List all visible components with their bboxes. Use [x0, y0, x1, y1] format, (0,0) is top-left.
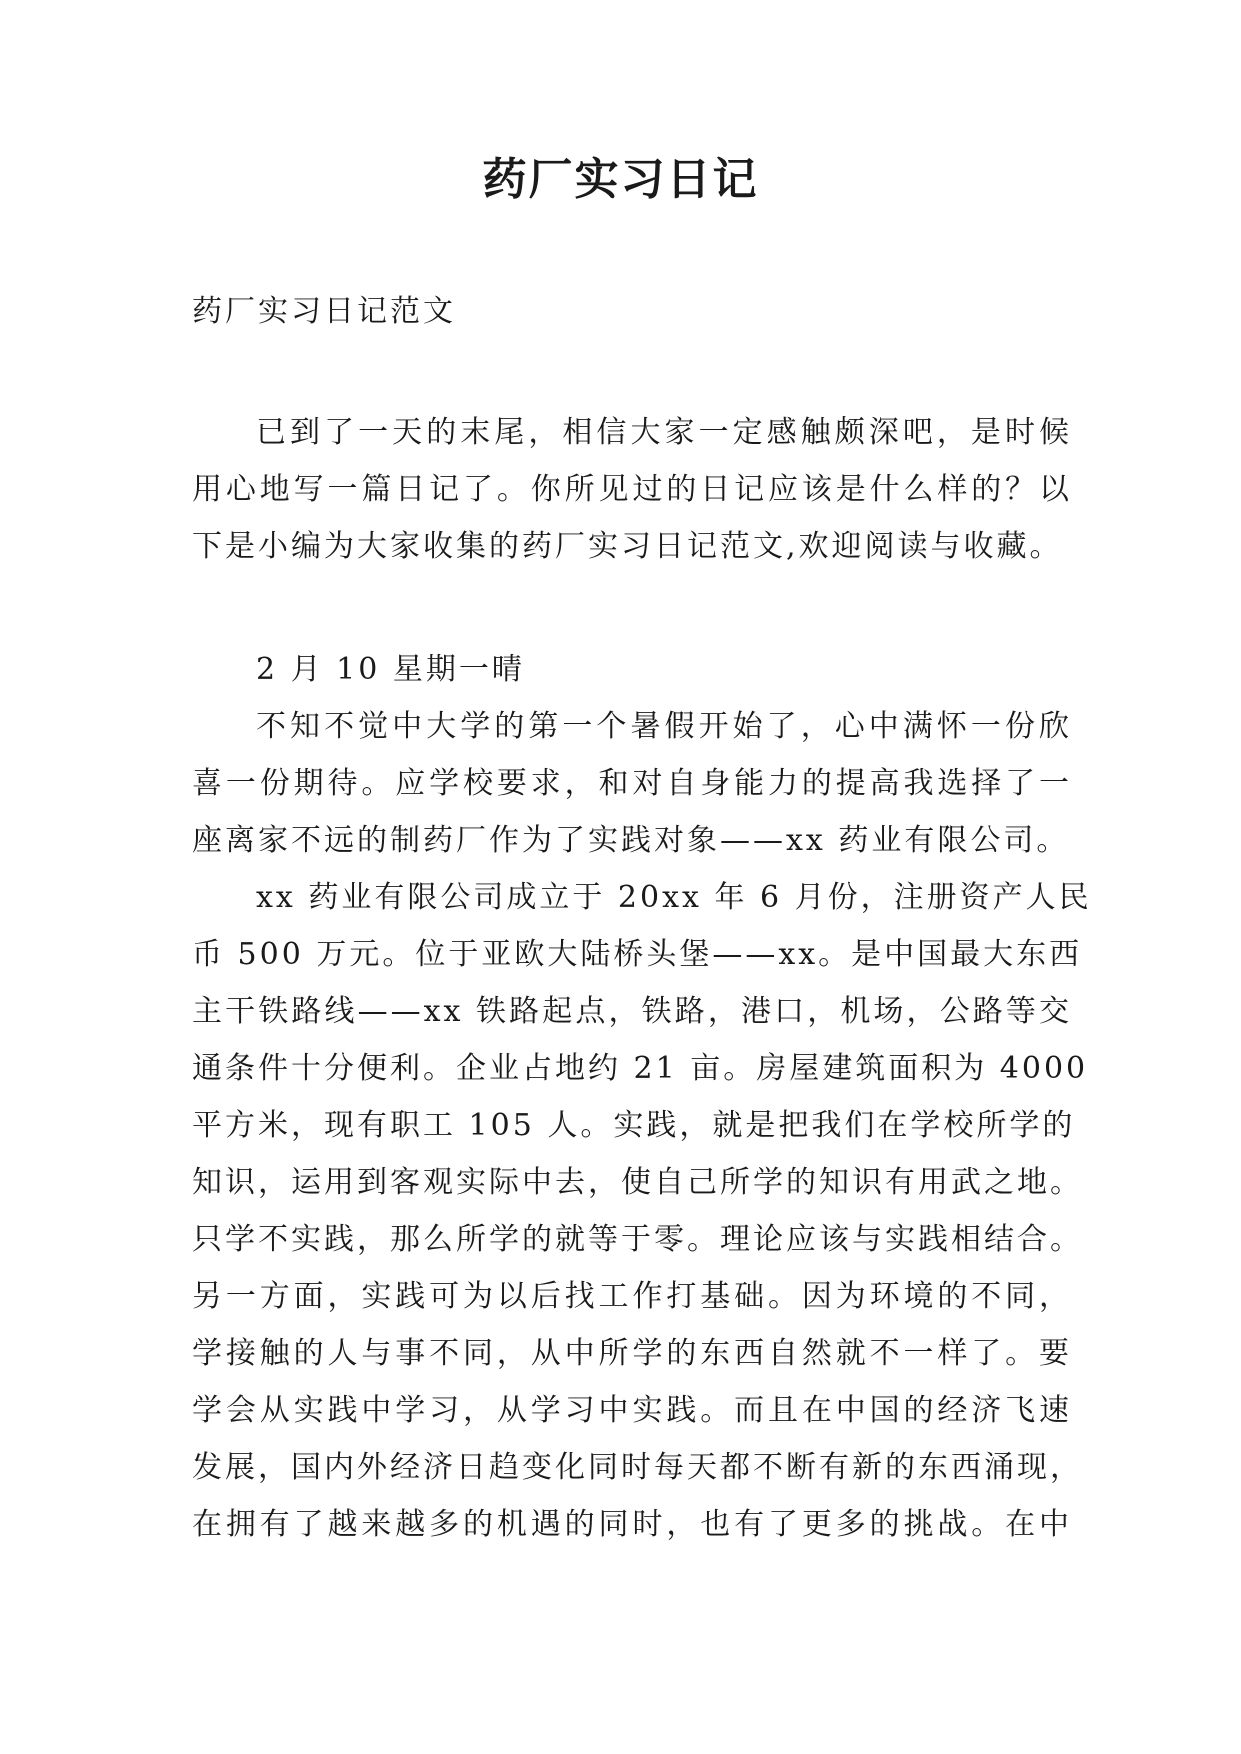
intro-paragraph	[192, 404, 1072, 575]
paragraph-line: 平方米，现有职工 105 人。实践，就是把我们在学校所学的	[192, 1108, 1076, 1143]
paragraph-line: 在拥有了越来越多的机遇的同时，也有了更多的挑战。在中	[192, 1507, 1072, 1542]
paragraph-line: 只学不实践，那么所学的就等于零。理论应该与实践相结合。	[192, 1222, 1083, 1257]
paragraph-line: 学接触的人与事不同，从中所学的东西自然就不一样了。要	[192, 1336, 1072, 1371]
paragraph-line: 通条件十分便利。企业占地约 21 亩。房屋建筑面积为 4000	[192, 1051, 1089, 1086]
document-subtitle: 药厂实习日记范文	[192, 294, 456, 329]
paragraph-line: 不知不觉中大学的第一个暑假开始了，心中满怀一份欣	[256, 709, 1072, 744]
paragraph-line: 座离家不远的制药厂作为了实践对象——xx 药业有限公司。	[192, 823, 1070, 858]
document-title: 药厂实习日记	[482, 154, 759, 205]
paragraph-line: 主干铁路线——xx 铁路起点，铁路，港口，机场，公路等交	[192, 994, 1072, 1029]
paragraph-line: 用心地写一篇日记了。你所见过的日记应该是什么样的？以	[192, 472, 1072, 507]
entry-date: 2 月 10 星期一晴	[256, 652, 525, 687]
paragraph-line: 另一方面，实践可为以后找工作打基础。因为环境的不同，	[192, 1279, 1072, 1314]
paragraph-line: 下是小编为大家收集的药厂实习日记范文,欢迎阅读与收藏。	[192, 529, 1063, 564]
paragraph-line: xx 药业有限公司成立于 20xx 年 6 月份，注册资产人民	[256, 880, 1092, 915]
paragraph-line: 已到了一天的末尾，相信大家一定感触颇深吧，是时候	[256, 415, 1072, 450]
paragraph-line: 币 500 万元。位于亚欧大陆桥头堡——xx。是中国最大东西	[192, 937, 1083, 972]
paragraph-line: 发展，国内外经济日趋变化同时每天都不断有新的东西涌现，	[192, 1450, 1083, 1485]
paragraph-line: 学会从实践中学习，从学习中实践。而且在中国的经济飞速	[192, 1393, 1072, 1428]
paragraph-line: 知识，运用到客观实际中去，使自己所学的知识有用武之地。	[192, 1165, 1083, 1200]
paragraph-line: 喜一份期待。应学校要求，和对自身能力的提高我选择了一	[192, 766, 1072, 801]
diary-entry	[192, 641, 1092, 1553]
